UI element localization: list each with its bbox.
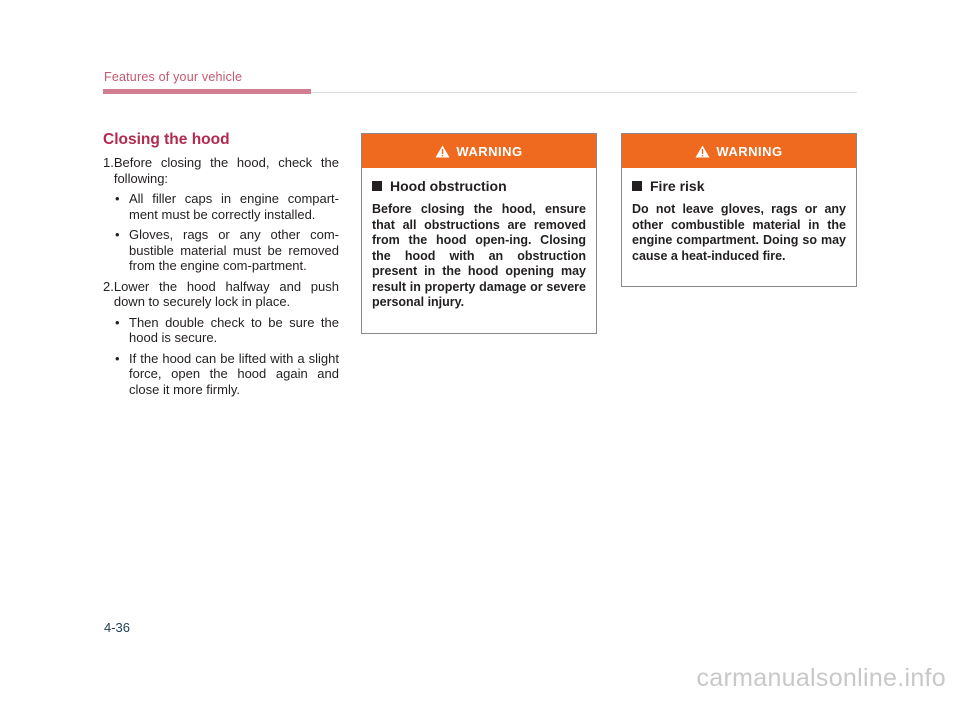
warning-text: Do not leave gloves, rags or any other combustible material in the engine compartment. Doing so may cause a heat-induced fire.: [632, 202, 846, 263]
warning-label: WARNING: [716, 143, 783, 159]
list-item: [115, 191, 339, 222]
list-item-text: All filler caps in engine compart-ment must be correctly installed.: [129, 191, 339, 222]
step-text: Lower the hood halfway and push down to securely lock in place.: [113, 278, 339, 309]
square-bullet-icon: [632, 181, 642, 191]
list-item-text: If the hood can be lifted with a slight force, open the hood again and close it more firmly.: [129, 350, 339, 397]
instructions-column: [103, 155, 339, 397]
warning-triangle-icon: [695, 145, 710, 158]
warning-box-hood-obstruction: [361, 133, 597, 334]
warning-subtitle-text: Fire risk: [650, 178, 705, 194]
warning-triangle-icon: [435, 145, 450, 158]
warning-subtitle: [372, 178, 586, 194]
step-2: [103, 279, 339, 310]
bullet-icon: •: [115, 227, 120, 242]
page-number: 4-36: [104, 620, 131, 635]
warning-body: [362, 168, 596, 333]
section-title: Closing the hood: [103, 131, 230, 148]
step-number: 2.: [103, 278, 114, 294]
square-bullet-icon: [372, 181, 382, 191]
warning-subtitle-text: Hood obstruction: [390, 178, 507, 194]
list-item-text: Gloves, rags or any other com-bustible material must be removed from the engine com-partment.: [129, 227, 339, 273]
warning-text: Before closing the hood, ensure that all obstructions are removed from the hood open-ing. Closing the hood with an obstruction present in the hood opening may result in property damage or severe personal injury.: [372, 202, 586, 309]
list-item: [115, 315, 339, 346]
bullet-icon: •: [115, 350, 120, 366]
list-item: [115, 227, 339, 274]
warning-header: [362, 134, 596, 168]
header-divider: [311, 92, 857, 93]
warning-box-fire-risk: [621, 133, 857, 287]
running-header: Features of your vehicle: [104, 70, 243, 84]
watermark: carmanualsonline.info: [696, 664, 946, 692]
bullet-icon: •: [115, 314, 120, 330]
step-1: [103, 155, 339, 186]
list-item: [115, 351, 339, 398]
header-accent-bar: [103, 89, 311, 94]
step-text: Before closing the hood, check the following:: [113, 155, 339, 186]
list-item-text: Then double check to be sure the hood is secure.: [129, 314, 339, 345]
warning-label: WARNING: [456, 143, 523, 159]
warning-body: [622, 168, 856, 286]
warning-subtitle: [632, 178, 846, 194]
warning-header: [622, 134, 856, 168]
step-number: 1.: [103, 155, 114, 170]
bullet-icon: •: [115, 191, 120, 206]
